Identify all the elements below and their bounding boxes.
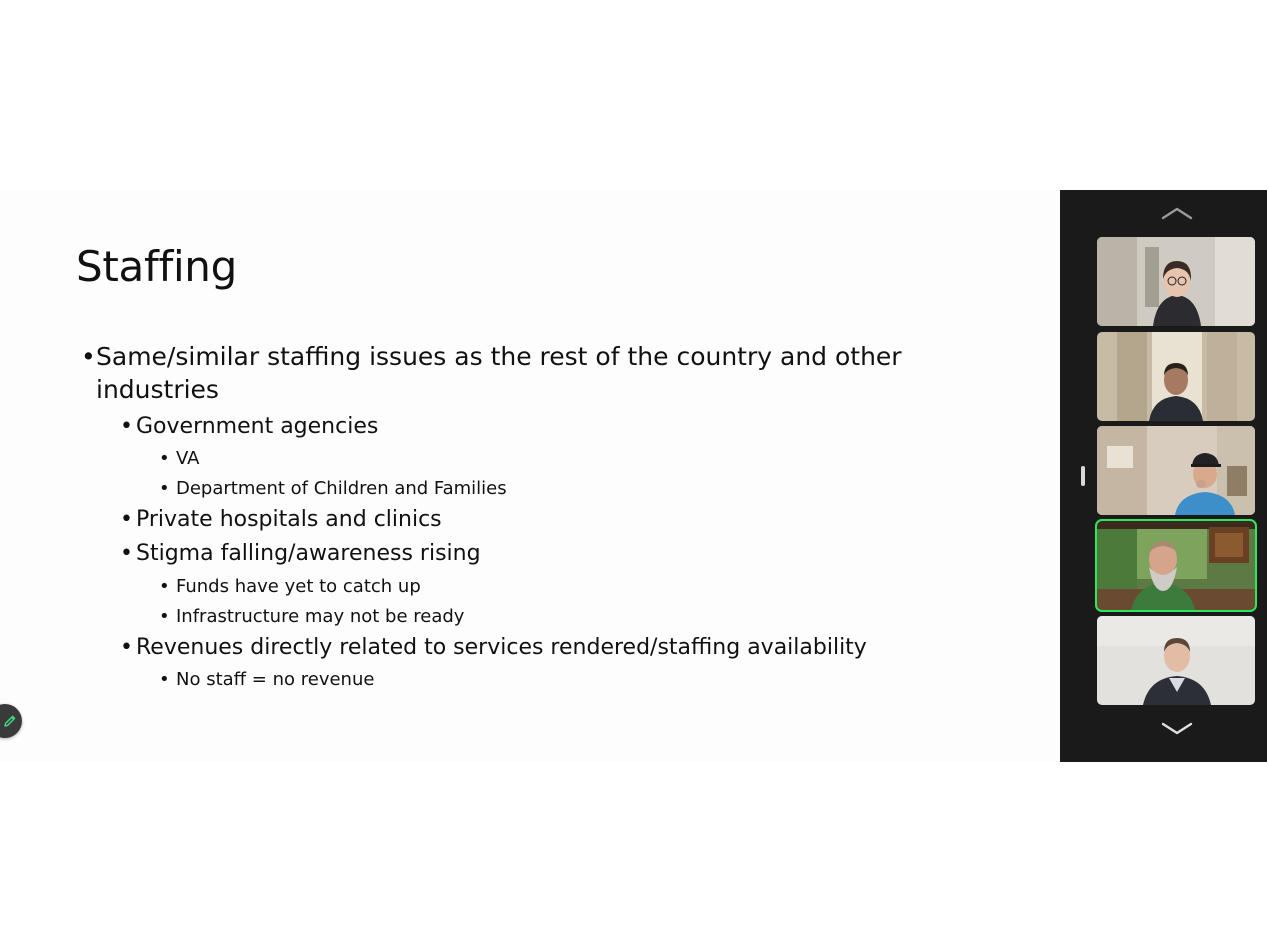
bullet-dot: •	[120, 541, 133, 566]
bullet-level-3	[159, 605, 465, 629]
bullet-text: Private hospitals and clinics	[136, 507, 442, 532]
bullet-dot: •	[81, 342, 96, 371]
bullet-text: Government agencies	[136, 414, 379, 439]
bullet-text: Department of Children and Families	[176, 478, 507, 499]
bullet-level-2	[120, 506, 442, 534]
bullet-dot: •	[159, 669, 170, 690]
bullet-text: industries	[96, 375, 219, 404]
participant-tile[interactable]	[1097, 426, 1255, 515]
participant-tile[interactable]	[1097, 616, 1255, 705]
bullet-level-3	[159, 477, 507, 501]
scroll-down-button[interactable]	[1160, 720, 1194, 738]
bullet-dot: •	[159, 576, 170, 597]
shared-slide	[0, 190, 1060, 762]
scroll-up-button[interactable]	[1160, 204, 1194, 222]
bullet-level-2	[120, 634, 867, 662]
bullet-text: Stigma falling/awareness rising	[136, 541, 481, 566]
participant-video-panel	[1060, 190, 1267, 762]
participant-video	[1097, 426, 1255, 515]
bullet-level-3	[159, 668, 375, 692]
participant-video	[1097, 332, 1255, 421]
bullet-text: VA	[176, 448, 200, 469]
bullet-level-2	[120, 413, 379, 441]
bullet-level-3	[159, 447, 200, 471]
bullet-dot: •	[159, 478, 170, 499]
bullet-text: Same/similar staffing issues as the rest of the country and other	[96, 342, 902, 371]
bullet-level-1-continuation	[96, 373, 219, 406]
pencil-icon	[3, 714, 17, 728]
slide-title: Staffing	[76, 242, 237, 291]
chevron-up-icon	[1161, 206, 1193, 220]
panel-resize-handle[interactable]	[1081, 466, 1085, 486]
bullet-text: Funds have yet to catch up	[176, 576, 421, 597]
bullet-dot: •	[159, 606, 170, 627]
annotate-button[interactable]	[0, 704, 22, 738]
bullet-level-1	[81, 340, 902, 373]
participant-tile[interactable]	[1097, 237, 1255, 326]
bullet-dot: •	[120, 635, 133, 660]
participant-tile-active-speaker[interactable]	[1097, 521, 1255, 610]
participant-tile[interactable]	[1097, 332, 1255, 421]
participant-video	[1097, 237, 1255, 326]
bullet-text: Revenues directly related to services rendered/staffing availability	[136, 635, 867, 660]
bullet-dot: •	[159, 448, 170, 469]
bullet-level-2	[120, 540, 481, 568]
bullet-text: No staff = no revenue	[176, 669, 375, 690]
chevron-down-icon	[1161, 722, 1193, 736]
bullet-dot: •	[120, 507, 133, 532]
bullet-level-3	[159, 575, 421, 599]
participant-video	[1097, 521, 1255, 610]
bullet-dot: •	[120, 414, 133, 439]
bullet-text: Infrastructure may not be ready	[176, 606, 465, 627]
participant-video	[1097, 616, 1255, 705]
